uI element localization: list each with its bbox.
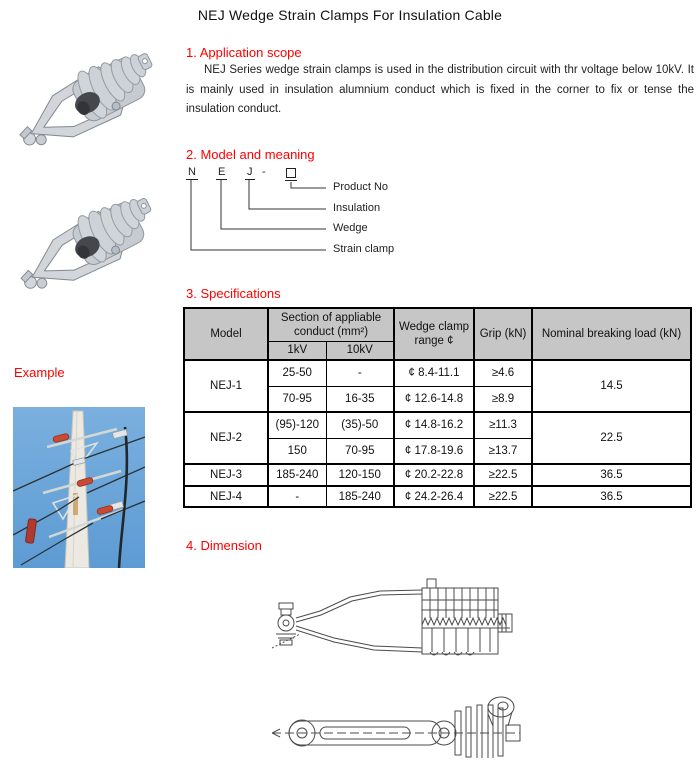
label-strain-clamp: Strain clamp	[333, 243, 395, 255]
cell-1kv: (95)-120	[268, 412, 326, 438]
cell-model: NEJ-4	[184, 486, 268, 507]
model-letter-n: N	[188, 166, 196, 178]
cell-grip: ≥22.5	[474, 464, 532, 486]
page-title: NEJ Wedge Strain Clamps For Insulation Cable	[197, 7, 503, 23]
cell-model: NEJ-2	[184, 412, 268, 464]
cell-grip: ≥13.7	[474, 438, 532, 464]
product-no-box	[285, 168, 297, 181]
section-model-heading: 2. Model and meaning	[186, 147, 315, 162]
cell-10kv: 185-240	[326, 486, 394, 507]
section-specifications-heading: 3. Specifications	[186, 286, 281, 301]
cell-nominal: 36.5	[532, 486, 691, 507]
application-scope-text: NEJ Series wedge strain clamps is used in the distribution circuit with thr voltage below 10kV. It is mainly used in insulation alumnium conduct which is fixed in the corner to fix or tense the insulation conduct.	[186, 64, 694, 115]
cell-10kv: 70-95	[326, 438, 394, 464]
cell-grip: ≥22.5	[474, 486, 532, 507]
cell-range: ¢ 20.2-22.8	[394, 464, 474, 486]
cell-nominal: 14.5	[532, 360, 691, 412]
cell-nominal: 36.5	[532, 464, 691, 486]
example-photo	[13, 407, 145, 568]
section-dimension-heading: 4. Dimension	[186, 538, 262, 553]
cell-model: NEJ-1	[184, 360, 268, 412]
col-header-section-group: Section of appliable conduct (mm²)	[268, 308, 394, 341]
dimension-drawing-side-view	[272, 578, 517, 663]
label-insulation: Insulation	[333, 202, 381, 214]
cell-grip: ≥11.3	[474, 412, 532, 438]
col-header-model: Model	[184, 308, 268, 360]
cell-10kv: 120-150	[326, 464, 394, 486]
cell-1kv: 150	[268, 438, 326, 464]
label-product-no: Product No	[333, 181, 389, 193]
cell-10kv: 16-35	[326, 386, 394, 412]
model-letter-e: E	[218, 166, 226, 178]
section-application-heading: 1. Application scope	[186, 45, 302, 60]
cell-grip: ≥4.6	[474, 360, 532, 386]
product-photo-2	[8, 190, 158, 308]
col-header-nominal: Nominal breaking load (kN)	[532, 308, 691, 360]
cell-range: ¢ 14.8-16.2	[394, 412, 474, 438]
cell-range: ¢ 8.4-11.1	[394, 360, 474, 386]
cell-1kv: -	[268, 486, 326, 507]
cell-1kv: 185-240	[268, 464, 326, 486]
cell-10kv: -	[326, 360, 394, 386]
dimension-drawing-top-view	[272, 694, 522, 758]
cell-range: ¢ 12.6-14.8	[394, 386, 474, 412]
label-wedge: Wedge	[333, 222, 368, 234]
cell-range: ¢ 24.2-26.4	[394, 486, 474, 507]
col-header-1kv: 1kV	[268, 341, 326, 360]
product-photo-1	[8, 45, 158, 165]
model-letter-j: J	[247, 166, 253, 178]
cell-10kv: (35)-50	[326, 412, 394, 438]
cell-1kv: 70-95	[268, 386, 326, 412]
example-label: Example	[14, 365, 65, 380]
cell-nominal: 22.5	[532, 412, 691, 464]
cell-1kv: 25-50	[268, 360, 326, 386]
col-header-wedge-range: Wedge clamp range ¢	[394, 308, 474, 360]
model-dash: -	[262, 166, 266, 178]
cell-model: NEJ-3	[184, 464, 268, 486]
cell-grip: ≥8.9	[474, 386, 532, 412]
specifications-table	[183, 307, 692, 508]
model-meaning-diagram	[186, 166, 526, 266]
col-header-10kv: 10kV	[326, 341, 394, 360]
col-header-grip: Grip (kN)	[474, 308, 532, 360]
cell-range: ¢ 17.8-19.6	[394, 438, 474, 464]
